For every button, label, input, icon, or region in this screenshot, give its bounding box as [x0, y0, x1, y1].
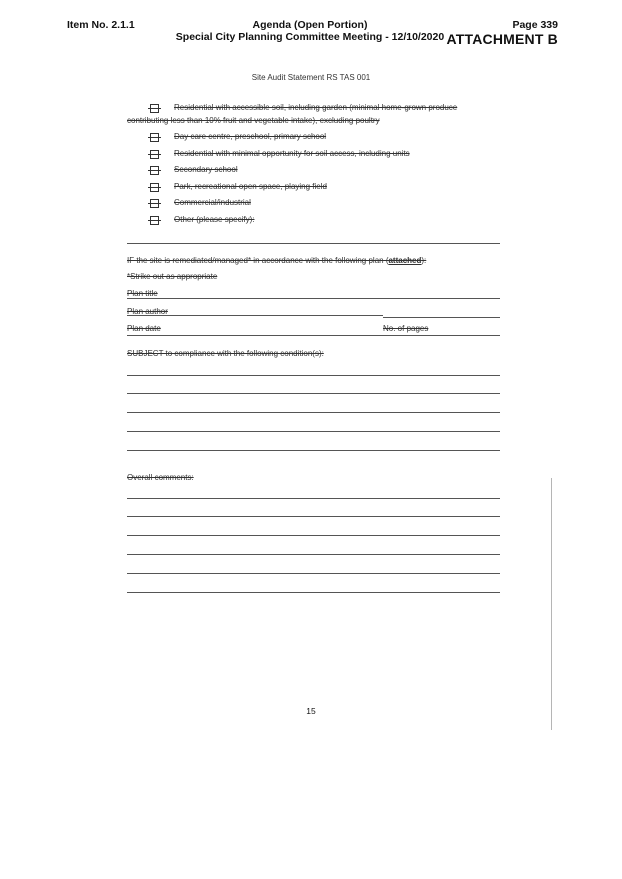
comment-line[interactable]: [127, 516, 500, 517]
plan-author-field-extension: [383, 317, 500, 318]
checkbox-icon[interactable]: [150, 199, 159, 208]
checkbox-icon[interactable]: [150, 150, 159, 159]
scan-edge-mark: [551, 478, 552, 730]
checkbox-label: Residential with minimal opportunity for soil access, including units: [174, 148, 410, 158]
checkbox-label: Commercial/industrial: [174, 198, 251, 207]
checkbox-icon[interactable]: [150, 104, 159, 113]
checkbox-item: [150, 214, 502, 225]
checkbox-item: [150, 164, 502, 175]
comment-line[interactable]: [127, 498, 500, 499]
condition-line[interactable]: [127, 375, 500, 376]
strike-note: *Strike out as appropriate: [127, 272, 218, 281]
meeting-title: Special City Planning Committee Meeting - 12/10/2020: [175, 31, 445, 43]
no-of-pages-label: No. of pages: [383, 324, 429, 333]
checkbox-icon[interactable]: [150, 216, 159, 225]
page-number: 15: [306, 706, 316, 716]
checkbox-item: [150, 197, 502, 208]
checkbox-icon[interactable]: [150, 166, 159, 175]
checkbox-label: Day care centre, preschool, primary school: [174, 132, 327, 141]
checkbox-item: [150, 148, 502, 159]
plan-title-field[interactable]: [127, 298, 500, 299]
item-number: Item No. 2.1.1: [67, 19, 135, 31]
checkbox-label: Secondary school: [174, 165, 238, 174]
checkbox-item: [150, 131, 502, 142]
attachment-label: ATTACHMENT B: [446, 31, 558, 47]
other-specify-line[interactable]: [127, 243, 500, 244]
document-title: Site Audit Statement RS TAS 001: [251, 73, 371, 82]
land-use-checkbox-list: [127, 102, 502, 230]
comments-label: Overall comments:: [127, 473, 194, 482]
checkbox-label-continuation: contributing less than 10% fruit and vegetable intake), excluding poultry: [127, 115, 380, 125]
checkbox-label: Residential with accessible soil, including garden (minimal home-grown produce: [174, 103, 458, 112]
checkbox-item: [150, 102, 502, 113]
condition-line[interactable]: [127, 431, 500, 432]
comment-line[interactable]: [127, 535, 500, 536]
plan-author-label: Plan author: [127, 307, 168, 316]
checkbox-icon[interactable]: [150, 133, 159, 142]
condition-line[interactable]: [127, 450, 500, 451]
plan-date-label: Plan date: [127, 324, 161, 333]
plan-title-label: Plan title: [127, 289, 158, 298]
page-reference: [446, 19, 558, 47]
checkbox-item: [150, 181, 502, 192]
agenda-title: Agenda (Open Portion): [252, 19, 368, 31]
condition-line[interactable]: [127, 412, 500, 413]
condition-line[interactable]: [127, 393, 500, 394]
plan-intro: IF the site is remediated/managed* in accordance with the following plan (attached):: [127, 256, 427, 265]
plan-author-field[interactable]: [127, 315, 383, 316]
attached-emphasis: attached: [388, 256, 422, 265]
comment-line[interactable]: [127, 592, 500, 593]
conditions-label: SUBJECT to compliance with the following condition(s):: [127, 349, 324, 358]
plan-date-field[interactable]: [127, 335, 500, 336]
comment-line[interactable]: [127, 573, 500, 574]
agenda-heading: [150, 19, 470, 43]
checkbox-icon[interactable]: [150, 183, 159, 192]
checkbox-continuation: [127, 115, 502, 126]
comment-line[interactable]: [127, 554, 500, 555]
checkbox-label: Other (please specify):: [174, 214, 255, 224]
checkbox-label: Park, recreational open space, playing field: [174, 181, 327, 191]
page-label: Page 339: [512, 19, 558, 31]
